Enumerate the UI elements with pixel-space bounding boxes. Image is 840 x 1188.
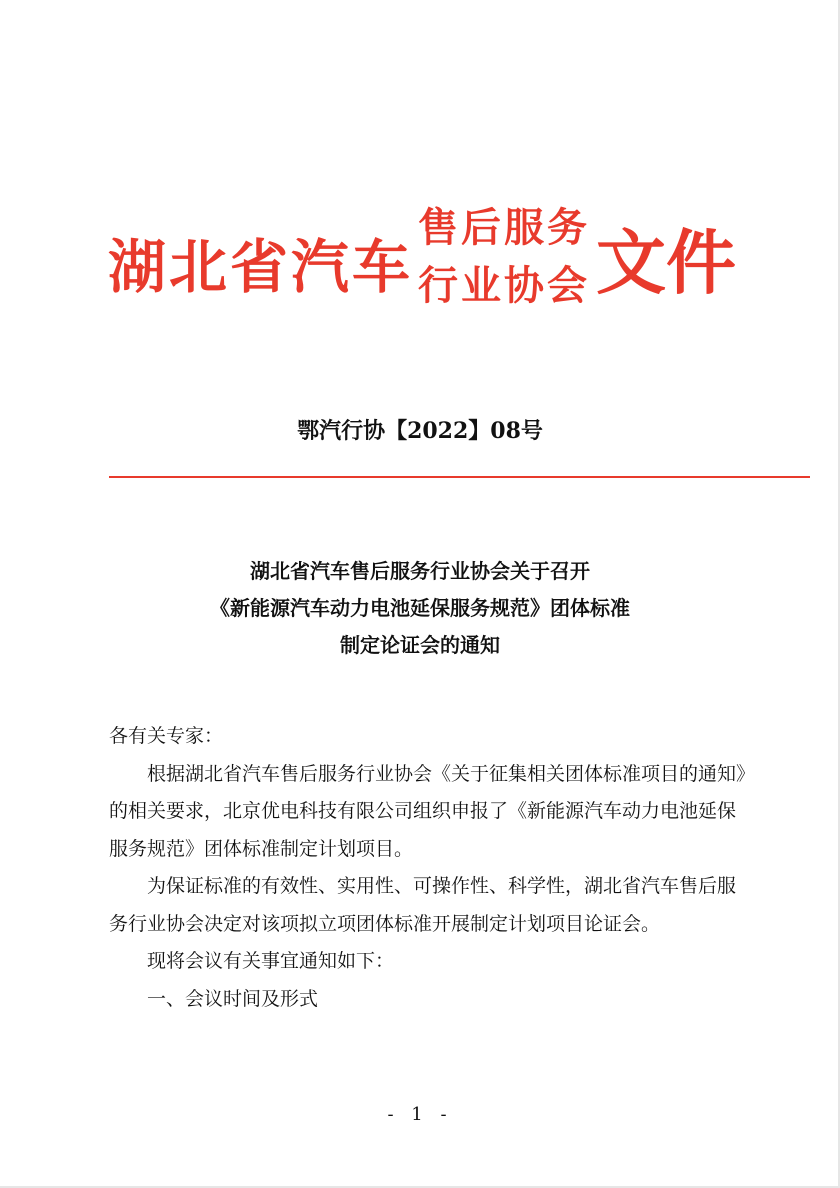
- letterhead-doc-word: 文件: [596, 222, 736, 304]
- title-line-1: 湖北省汽车售后服务行业协会关于召开: [250, 559, 590, 583]
- document-number: 鄂汽行协【2022】08号: [297, 418, 543, 444]
- title-line-3: 制定论证会的通知: [340, 633, 500, 657]
- letterhead-org-stack-top: 售后服务: [418, 205, 590, 251]
- body-paragraph: 为保证标准的有效性、实用性、可操作性、科学性，湖北省汽车售后服务行业协会决定对该项拟立项团体标准开展制定计划项目论证会。: [109, 875, 737, 935]
- salutation: 各有关专家：: [109, 725, 224, 747]
- body-paragraph: 现将会议有关事宜通知如下：: [147, 950, 395, 972]
- body-paragraph: 根据湖北省汽车售后服务行业协会《关于征集相关团体标准项目的通知》的相关要求，北京优电科技有限公司组织申报了《新能源汽车动力电池延保服务规范》团体标准制定计划项目。: [109, 762, 746, 860]
- title-line-2: 《新能源汽车动力电池延保服务规范》团体标准: [210, 596, 630, 620]
- document-title: [0, 553, 840, 664]
- letterhead-org-stack-bottom: 行业协会: [418, 263, 590, 309]
- page-number: - 1 -: [387, 1104, 453, 1125]
- document-body: [109, 718, 749, 1018]
- red-divider-line: [109, 476, 810, 478]
- letterhead-org-main: 湖北省汽车: [108, 233, 414, 301]
- section-heading: 一、会议时间及形式: [147, 987, 319, 1010]
